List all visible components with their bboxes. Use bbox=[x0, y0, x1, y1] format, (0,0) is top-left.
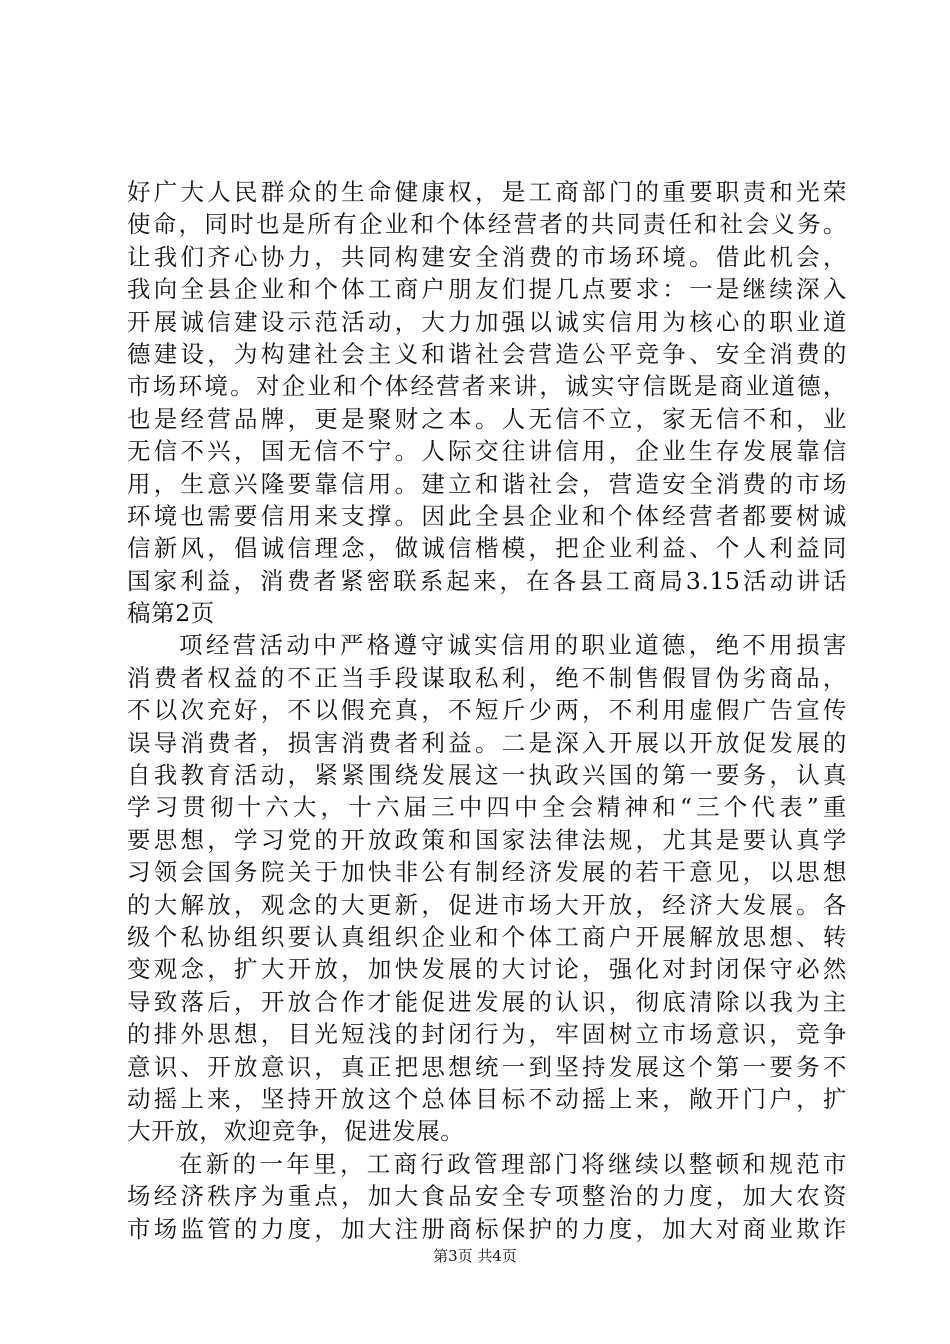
text-line: 德建设，为构建社会主义和谐社会营造公平竞争、安全消费的 bbox=[127, 339, 847, 368]
text-line: 误导消费者，损害消费者利益。二是深入开展以开放促发展的 bbox=[127, 728, 847, 757]
text-line: 场经济秩序为重点，加大食品安全专项整治的力度，加大农资 bbox=[127, 1182, 847, 1211]
text-line: 用，生意兴隆要靠信用。建立和谐社会，营造安全消费的市场 bbox=[127, 469, 847, 498]
text-line: 环境也需要信用来支撑。因此全县企业和个体经营者都要树诚 bbox=[127, 501, 847, 530]
text-line: 国家利益，消费者紧密联系起来，在各县工商局3.15活动讲话 bbox=[127, 566, 847, 595]
text-line: 动摇上来，坚持开放这个总体目标不动摇上来，敞开门户，扩 bbox=[127, 1084, 847, 1113]
text-line: 我向全县企业和个体工商户朋友们提几点要求：一是继续深入 bbox=[127, 275, 847, 304]
text-line: 大开放，欢迎竞争，促进发展。 bbox=[127, 1117, 465, 1146]
text-line: 使命，同时也是所有企业和个体经营者的共同责任和社会义务。 bbox=[127, 210, 847, 239]
text-line: 无信不兴，国无信不宁。人际交往讲信用，企业生存发展靠信 bbox=[127, 437, 847, 466]
text-line: 也是经营品牌，更是聚财之本。人无信不立，家无信不和，业 bbox=[127, 404, 847, 433]
text-line: 自我教育活动，紧紧围绕发展这一执政兴国的第一要务，认真 bbox=[127, 761, 847, 790]
text-line: 意识、开放意识，真正把思想统一到坚持发展这个第一要务不 bbox=[127, 1052, 847, 1081]
text-line: 在新的一年里，工商行政管理部门将继续以整顿和规范市 bbox=[179, 1149, 847, 1178]
text-line: 的大解放，观念的大更新，促进市场大开放，经济大发展。各 bbox=[127, 890, 847, 919]
text-line: 稿第2页 bbox=[127, 599, 215, 628]
text-line: 学习贯彻十六大，十六届三中四中全会精神和“三个代表”重 bbox=[127, 793, 847, 822]
body-text bbox=[127, 176, 847, 1245]
text-line: 变观念，扩大开放，加快发展的大讨论，强化对封闭保守必然 bbox=[127, 955, 847, 984]
text-line: 导致落后，开放合作才能促进发展的认识，彻底清除以我为主 bbox=[127, 987, 847, 1016]
text-line: 消费者权益的不正当手段谋取私利，绝不制售假冒伪劣商品， bbox=[127, 663, 847, 692]
page-footer: 第3页 共4页 bbox=[433, 1247, 517, 1265]
text-line: 开展诚信建设示范活动，大力加强以诚实信用为核心的职业道 bbox=[127, 307, 847, 336]
text-line: 好广大人民群众的生命健康权，是工商部门的重要职责和光荣 bbox=[127, 178, 847, 206]
text-line: 信新风，倡诚信理念，做诚信楷模，把企业利益、个人利益同 bbox=[127, 534, 847, 563]
text-line: 要思想，学习党的开放政策和国家法律法规，尤其是要认真学 bbox=[127, 825, 847, 854]
text-line: 让我们齐心协力，共同构建安全消费的市场环境。借此机会， bbox=[127, 242, 847, 271]
text-line: 市场监管的力度，加大注册商标保护的力度，加大对商业欺诈 bbox=[127, 1214, 847, 1243]
text-line: 的排外思想，目光短浅的封闭行为，牢固树立市场意识，竞争 bbox=[127, 1020, 847, 1049]
text-line: 市场环境。对企业和个体经营者来讲，诚实守信既是商业道德， bbox=[127, 372, 847, 401]
text-line: 项经营活动中严格遵守诚实信用的职业道德，绝不用损害 bbox=[179, 631, 847, 660]
text-line: 不以次充好，不以假充真，不短斤少两，不利用虚假广告宣传 bbox=[127, 696, 847, 725]
text-line: 级个私协组织要认真组织企业和个体工商户开展解放思想、转 bbox=[127, 922, 847, 951]
text-line: 习领会国务院关于加快非公有制经济发展的若干意见，以思想 bbox=[127, 858, 847, 887]
